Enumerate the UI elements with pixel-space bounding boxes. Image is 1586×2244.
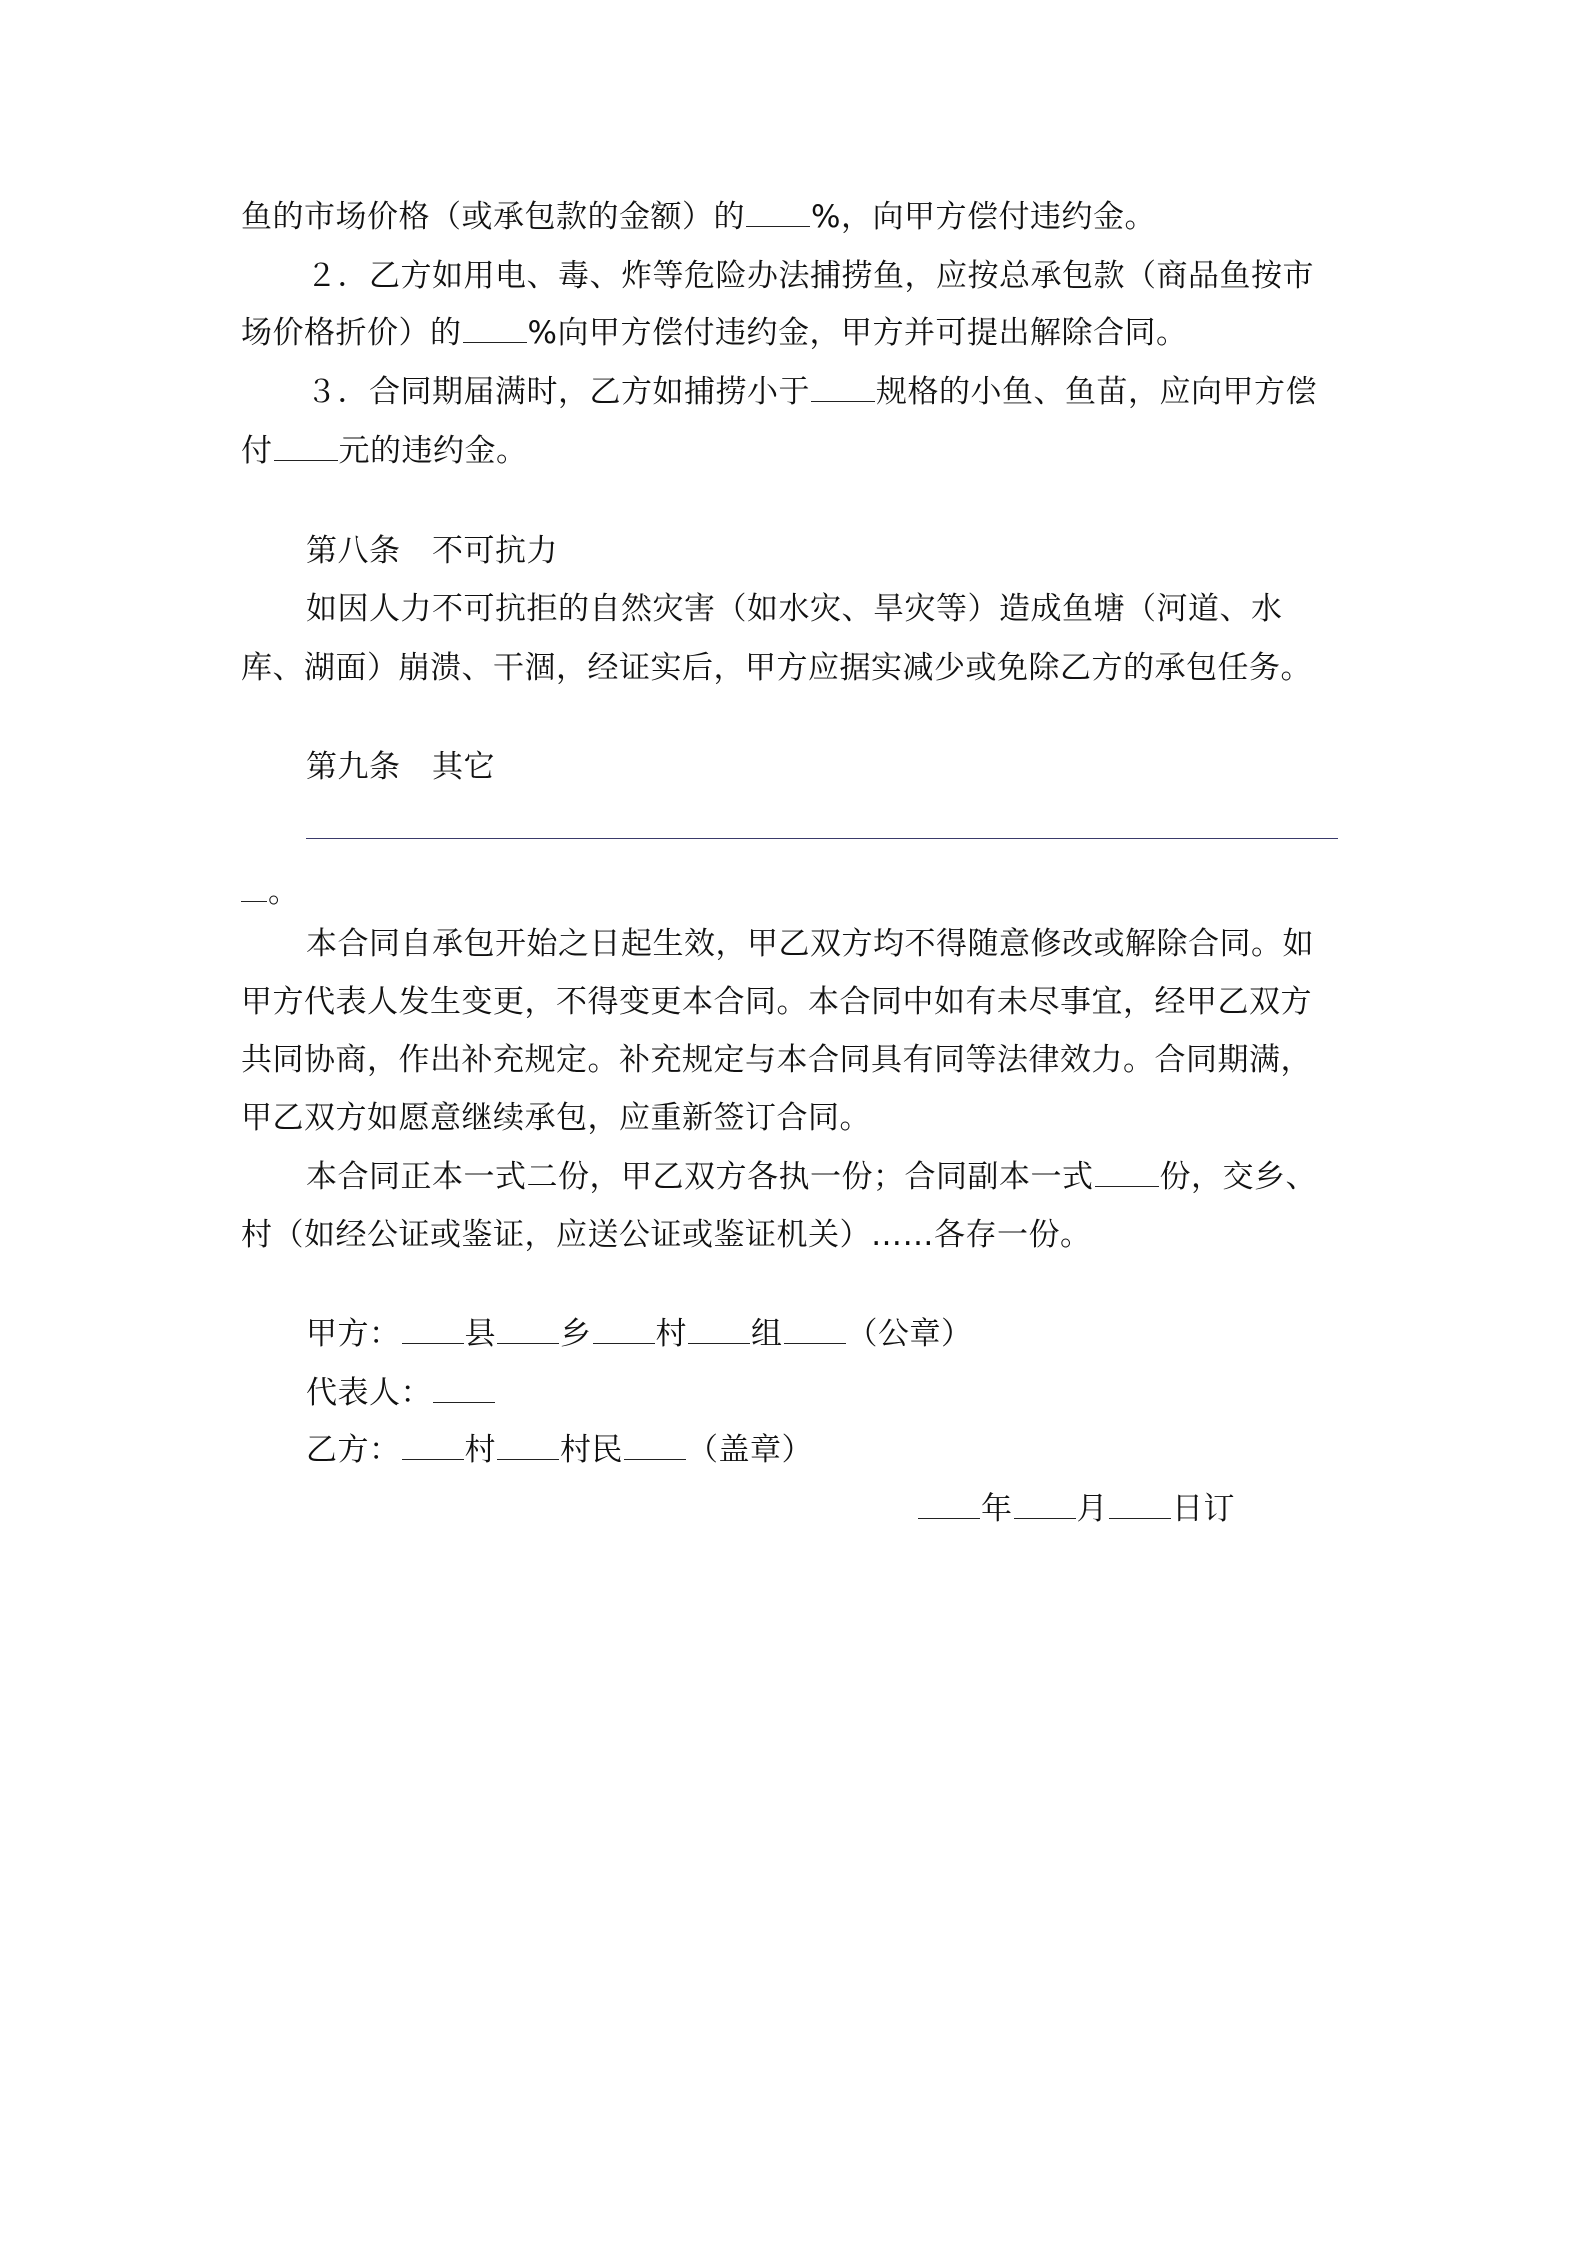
penalty-clause-3-text-b: 规格的小鱼、鱼苗，应向甲方偿	[876, 374, 1317, 410]
representative-label: 代表人：	[306, 1375, 432, 1411]
article-8-line-1: 如因人力不可抗拒的自然灾害（如水灾、旱灾等）造成鱼塘（河道、水	[306, 591, 1283, 627]
seal-blank	[624, 1431, 686, 1460]
copies-count-blank	[1095, 1158, 1159, 1187]
villager-label: 村民	[560, 1432, 623, 1468]
village-label: 村	[655, 1316, 687, 1352]
effect-line-1: 本合同自承包开始之日起生效，甲乙双方均不得随意修改或解除合同。如	[306, 926, 1314, 962]
penalty-clause-2-line-1: ２．乙方如用电、毒、炸等危险办法捕捞鱼，应按总承包款（商品鱼按市	[306, 258, 1314, 294]
villager-blank	[497, 1431, 559, 1460]
copies-line-2: 村（如经公证或鉴证，应送公证或鉴证机关）……各存一份。	[241, 1217, 1092, 1253]
group-label: 组	[751, 1316, 783, 1352]
article-9-tail-line	[241, 872, 300, 912]
penalty-clause-3-line-1	[306, 372, 1317, 412]
effect-line-4: 甲乙双方如愿意继续承包，应重新签订合同。	[241, 1100, 871, 1136]
penalty-clause-1-text-b: %，向甲方偿付违约金。	[811, 199, 1156, 235]
village-blank	[402, 1431, 464, 1460]
party-b-village-label: 村	[464, 1432, 496, 1468]
size-blank	[811, 373, 875, 402]
year-blank	[918, 1490, 980, 1519]
party-a-line	[306, 1314, 973, 1354]
penalty-clause-2-line-2	[241, 313, 1187, 353]
penalty-clause-2-text-a: 场价格折价）的	[241, 315, 462, 351]
month-blank	[1014, 1490, 1076, 1519]
township-blank	[497, 1315, 559, 1344]
day-blank	[1109, 1490, 1171, 1519]
township-label: 乡	[560, 1316, 592, 1352]
party-b-line	[306, 1430, 813, 1470]
penalty-clause-3-text-a: ３．合同期届满时，乙方如捕捞小于	[306, 374, 810, 410]
year-label: 年	[981, 1491, 1013, 1527]
penalty-clause-3-text-d: 元的违约金。	[338, 433, 528, 469]
article-9-heading: 第九条 其它	[306, 749, 495, 785]
penalty-clause-3-line-2	[241, 431, 528, 471]
amount-blank	[274, 432, 338, 461]
representative-line	[306, 1373, 496, 1413]
month-label: 月	[1076, 1491, 1108, 1527]
county-blank	[402, 1315, 464, 1344]
effect-line-3: 共同协商，作出补充规定。补充规定与本合同具有同等法律效力。合同期满，	[241, 1042, 1312, 1078]
seal-blank	[784, 1315, 846, 1344]
percent-blank	[746, 198, 810, 227]
village-blank	[593, 1315, 655, 1344]
copies-text-a: 本合同正本一式二份，甲乙双方各执一份；合同副本一式	[306, 1159, 1094, 1195]
article-9-tail: 。	[268, 874, 300, 910]
penalty-clause-3-text-c: 付	[241, 433, 273, 469]
county-label: 县	[464, 1316, 496, 1352]
percent-blank	[463, 314, 527, 343]
representative-blank	[433, 1374, 495, 1403]
party-b-seal: （盖章）	[687, 1432, 813, 1468]
party-a-seal: （公章）	[846, 1316, 973, 1352]
date-line	[917, 1489, 1235, 1529]
effect-line-2: 甲方代表人发生变更，不得变更本合同。本合同中如有未尽事宜，经甲乙双方	[241, 984, 1312, 1020]
day-label: 日订	[1172, 1491, 1235, 1527]
party-a-label: 甲方：	[306, 1316, 401, 1352]
article-8-line-2: 库、湖面）崩溃、干涸，经证实后，甲方应据实减少或免除乙方的承包任务。	[241, 650, 1312, 686]
penalty-clause-1-text-a: 鱼的市场价格（或承包款的金额）的	[241, 199, 745, 235]
article-8-heading: 第八条 不可抗力	[306, 533, 558, 569]
article-9-fill-line	[306, 838, 1338, 839]
copies-text-b: 份，交乡、	[1159, 1159, 1317, 1195]
group-blank	[688, 1315, 750, 1344]
copies-line-1	[306, 1157, 1317, 1197]
party-b-label: 乙方：	[306, 1432, 401, 1468]
penalty-clause-2-text-b: %向甲方偿付违约金，甲方并可提出解除合同。	[527, 315, 1188, 351]
fill-blank	[241, 873, 267, 902]
penalty-clause-1-line	[241, 197, 1156, 237]
